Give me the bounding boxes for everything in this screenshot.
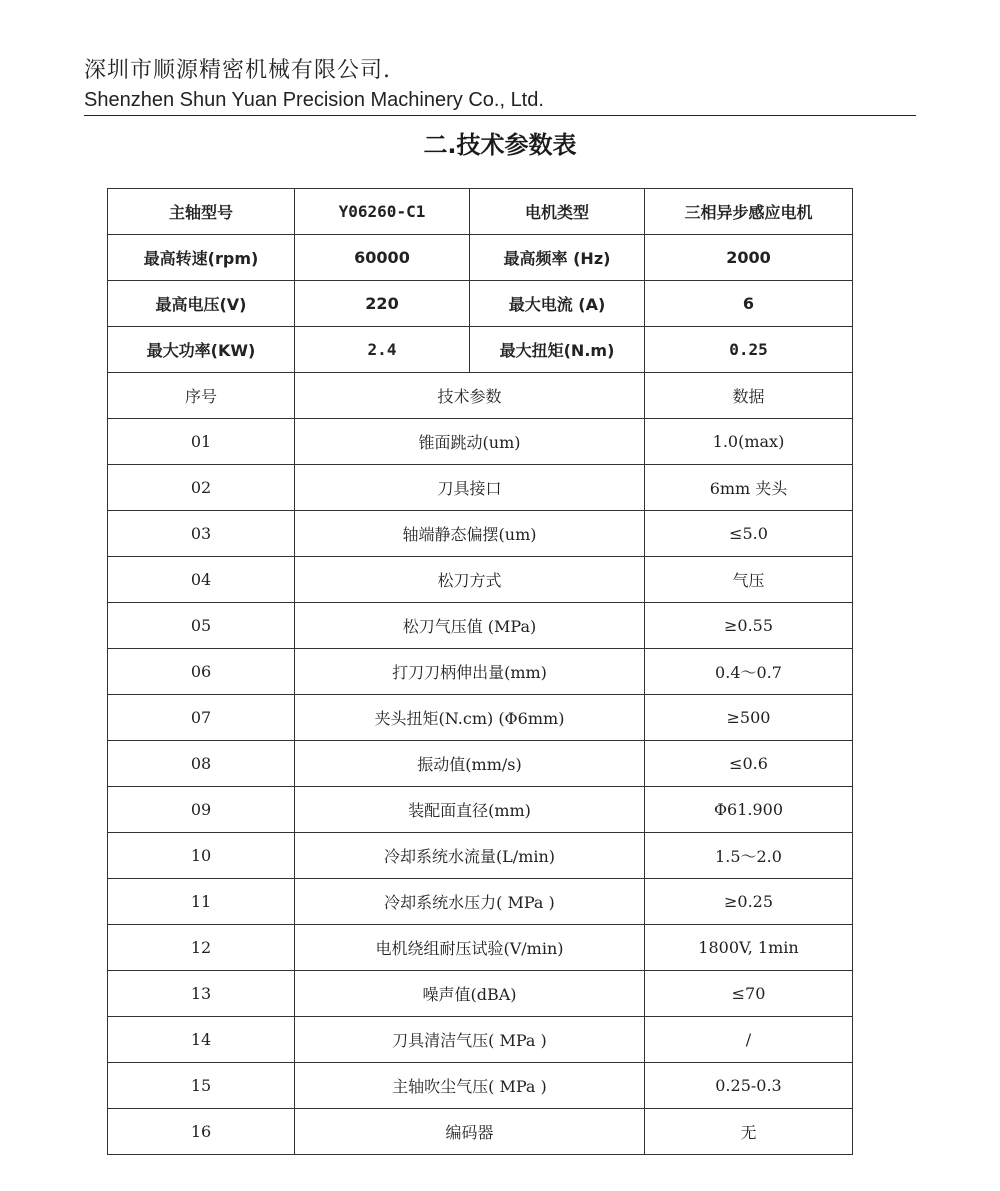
row-number: 13 xyxy=(108,971,295,1017)
row-value: ≥0.55 xyxy=(645,603,853,649)
row-number: 10 xyxy=(108,833,295,879)
table-row xyxy=(108,879,853,925)
table-row xyxy=(108,557,853,603)
row-number: 09 xyxy=(108,787,295,833)
header-rule xyxy=(84,115,916,116)
spec-row xyxy=(108,189,853,235)
column-header-no: 序号 xyxy=(108,373,295,419)
column-header-param: 技术参数 xyxy=(295,373,645,419)
row-value: 1800V, 1min xyxy=(645,925,853,971)
spec-value: 2000 xyxy=(645,235,853,281)
row-number: 04 xyxy=(108,557,295,603)
spec-label: 最高转速(rpm) xyxy=(108,235,295,281)
row-parameter: 松刀方式 xyxy=(295,557,645,603)
spec-value: 6 xyxy=(645,281,853,327)
row-number: 06 xyxy=(108,649,295,695)
row-parameter: 松刀气压值 (MPa) xyxy=(295,603,645,649)
row-number: 05 xyxy=(108,603,295,649)
table-row xyxy=(108,419,853,465)
row-number: 02 xyxy=(108,465,295,511)
row-value: 气压 xyxy=(645,557,853,603)
spec-label: 电机类型 xyxy=(470,189,645,235)
table-row xyxy=(108,465,853,511)
row-parameter: 轴端静态偏摆(um) xyxy=(295,511,645,557)
spec-value: Y06260-C1 xyxy=(295,189,470,235)
column-header-value: 数据 xyxy=(645,373,853,419)
table-row xyxy=(108,1063,853,1109)
row-parameter: 装配面直径(mm) xyxy=(295,787,645,833)
spec-label: 最高电压(V) xyxy=(108,281,295,327)
parameter-table xyxy=(107,188,853,1155)
table-row xyxy=(108,925,853,971)
row-number: 15 xyxy=(108,1063,295,1109)
spec-row xyxy=(108,281,853,327)
table-row xyxy=(108,1017,853,1063)
row-number: 14 xyxy=(108,1017,295,1063)
row-parameter: 电机绕组耐压试验(V/min) xyxy=(295,925,645,971)
row-value: ≥500 xyxy=(645,695,853,741)
row-value: 0.25-0.3 xyxy=(645,1063,853,1109)
spec-label: 最大电流 (A) xyxy=(470,281,645,327)
spec-value: 0.25 xyxy=(645,327,853,373)
spec-value: 2.4 xyxy=(295,327,470,373)
spec-label: 最大功率(KW) xyxy=(108,327,295,373)
row-value: ≤0.6 xyxy=(645,741,853,787)
row-parameter: 刀具接口 xyxy=(295,465,645,511)
table-row xyxy=(108,971,853,1017)
spec-row xyxy=(108,235,853,281)
row-value: 0.4～0.7 xyxy=(645,649,853,695)
row-value: 无 xyxy=(645,1109,853,1155)
table-row xyxy=(108,649,853,695)
row-number: 12 xyxy=(108,925,295,971)
row-value: Φ61.900 xyxy=(645,787,853,833)
table-row xyxy=(108,603,853,649)
row-parameter: 刀具清洁气压( MPa ) xyxy=(295,1017,645,1063)
spec-value: 三相异步感应电机 xyxy=(645,189,853,235)
spec-label: 最大扭矩(N.m) xyxy=(470,327,645,373)
row-parameter: 打刀刀柄伸出量(mm) xyxy=(295,649,645,695)
row-value: ≥0.25 xyxy=(645,879,853,925)
row-parameter: 锥面跳动(um) xyxy=(295,419,645,465)
page-title: 二.技术参数表 xyxy=(423,131,577,159)
company-name-cn: 深圳市顺源精密机械有限公司. xyxy=(84,58,391,83)
row-parameter: 主轴吹尘气压( MPa ) xyxy=(295,1063,645,1109)
spec-label: 主轴型号 xyxy=(108,189,295,235)
row-value: / xyxy=(645,1017,853,1063)
spec-value: 60000 xyxy=(295,235,470,281)
row-parameter: 噪声值(dBA) xyxy=(295,971,645,1017)
table-row xyxy=(108,741,853,787)
row-parameter: 编码器 xyxy=(295,1109,645,1155)
spec-row xyxy=(108,327,853,373)
spec-label: 最高频率 (Hz) xyxy=(470,235,645,281)
row-parameter: 冷却系统水流量(L/min) xyxy=(295,833,645,879)
company-name-en: Shenzhen Shun Yuan Precision Machinery Co., Ltd. xyxy=(84,89,544,111)
row-number: 01 xyxy=(108,419,295,465)
company-header xyxy=(84,56,916,114)
table-header-row xyxy=(108,373,853,419)
row-number: 07 xyxy=(108,695,295,741)
row-number: 03 xyxy=(108,511,295,557)
spec-value: 220 xyxy=(295,281,470,327)
row-value: ≤5.0 xyxy=(645,511,853,557)
row-number: 08 xyxy=(108,741,295,787)
row-parameter: 夹头扭矩(N.cm) (Φ6mm) xyxy=(295,695,645,741)
table-row xyxy=(108,695,853,741)
row-value: 1.0(max) xyxy=(645,419,853,465)
row-number: 11 xyxy=(108,879,295,925)
row-parameter: 冷却系统水压力( MPa ) xyxy=(295,879,645,925)
row-value: ≤70 xyxy=(645,971,853,1017)
table-row xyxy=(108,833,853,879)
row-parameter: 振动值(mm/s) xyxy=(295,741,645,787)
row-number: 16 xyxy=(108,1109,295,1155)
row-value: 1.5～2.0 xyxy=(645,833,853,879)
table-row xyxy=(108,787,853,833)
table-row xyxy=(108,1109,853,1155)
row-value: 6mm 夹头 xyxy=(645,465,853,511)
table-row xyxy=(108,511,853,557)
